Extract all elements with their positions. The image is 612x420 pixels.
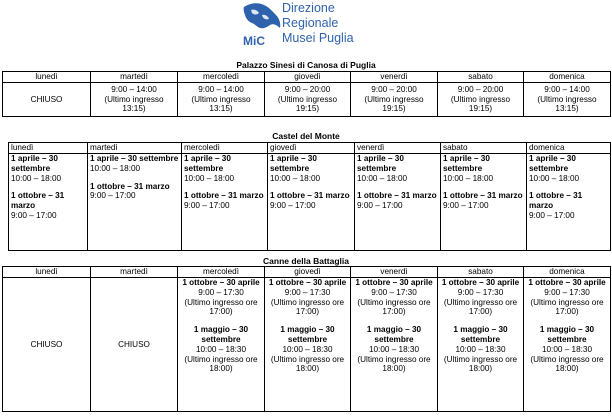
last-entry-2: (Ultimo ingresso ore 18:00) (357, 354, 431, 374)
table-header-row (9, 143, 611, 154)
day-header: domenica (527, 143, 611, 154)
hours-2: 10:00 – 18:30 (282, 344, 333, 354)
last-entry-1: (Ultimo ingresso ore 17:00) (530, 297, 604, 317)
summer-period: 1 aprile – 30 settembre (357, 154, 404, 173)
hours-text: 9:00 – 14:00 (111, 84, 157, 94)
last-entry-text: (Ultimo ingresso (191, 94, 251, 104)
winter-hours: 9:00 – 17:00 (443, 201, 489, 211)
section-title-palazzo-sinesi: Palazzo Sinesi di Canosa di Puglia (236, 60, 376, 70)
day-header: giovedì (265, 267, 351, 278)
winter-hours: 9:00 – 17:00 (270, 201, 316, 211)
puglia-map-icon (242, 1, 282, 35)
table-row (9, 154, 611, 251)
hours-cell (351, 83, 438, 117)
hours-cell (182, 154, 268, 251)
last-entry-time: 13:15) (122, 104, 146, 114)
hours-cell (527, 154, 611, 251)
table-row (3, 83, 611, 117)
summer-period: 1 aprile – 30 settembre (529, 154, 576, 173)
mic-logo-mark: MiC (243, 34, 265, 48)
winter-period: 1 ottobre – 31 marzo (184, 191, 264, 201)
hours-cell (178, 278, 265, 412)
day-header: martedì (88, 143, 182, 154)
last-entry-1: (Ultimo ingresso ore 17:00) (184, 297, 258, 317)
last-entry-text: (Ultimo ingresso (104, 94, 164, 104)
day-header: giovedì (268, 143, 355, 154)
summer-period: 1 aprile – 30 settembre (11, 154, 58, 173)
hours-cell (91, 83, 178, 117)
winter-period: 1 ottobre – 31 marzo (270, 191, 350, 201)
hours-2: 10:00 – 18:30 (368, 344, 420, 354)
schedule-table-canne-della-battaglia (2, 266, 611, 412)
logo (242, 1, 380, 49)
last-entry-1: (Ultimo ingresso ore 17:00) (270, 297, 345, 317)
section-title-castel-del-monte: Castel del Monte (272, 131, 340, 141)
table-row (3, 278, 611, 412)
hours-1: 9:00 – 17:30 (457, 287, 504, 297)
winter-period: 1 ottobre – 31 marzo (529, 191, 583, 211)
summer-hours: 10:00 – 18:00 (11, 173, 62, 183)
winter-hours: 9:00 – 17:00 (529, 210, 575, 220)
schedule-table-palazzo-sinesi (2, 71, 611, 117)
period-1: 1 ottobre – 30 aprile (355, 278, 433, 287)
hours-cell (88, 154, 182, 251)
section-title-canne-della-battaglia: Canne della Battaglia (263, 256, 349, 266)
period-2: 1 maggio – 30 settembre (453, 325, 508, 344)
winter-hours: 9:00 – 17:00 (184, 201, 230, 211)
closed-cell: CHIUSO (91, 278, 178, 412)
last-entry-time: 13:15) (555, 104, 579, 114)
summer-hours: 10:00 – 18:00 (357, 173, 408, 183)
day-header: venerdì (351, 72, 438, 83)
winter-period: 1 ottobre – 31 marzo (11, 191, 65, 211)
last-entry-text: (Ultimo ingresso (537, 94, 597, 104)
summer-hours: 10:00 – 18:00 (90, 163, 141, 173)
summer-hours: 10:00 – 18:00 (443, 173, 494, 183)
day-header: martedì (91, 72, 178, 83)
day-header: mercoledì (178, 267, 265, 278)
last-entry-1: (Ultimo ingresso ore 17:00) (357, 297, 431, 317)
last-entry-time: 13:15) (209, 104, 233, 114)
day-header: domenica (524, 267, 611, 278)
day-header: mercoledì (178, 72, 265, 83)
hours-2: 10:00 – 18:30 (195, 344, 247, 354)
winter-hours: 9:00 – 17:00 (90, 191, 136, 201)
day-header: lunedì (3, 267, 91, 278)
hours-text: 9:00 – 20:00 (371, 84, 417, 94)
hours-cell (441, 154, 527, 251)
summer-period: 1 aprile – 30 settembre (270, 154, 317, 173)
hours-cell (438, 278, 524, 412)
table-header-row (3, 72, 611, 83)
summer-period: 1 aprile – 30 settembre (184, 154, 231, 173)
day-header: sabato (441, 143, 527, 154)
hours-1: 9:00 – 17:30 (371, 287, 417, 297)
closed-cell: CHIUSO (3, 278, 91, 412)
day-header: martedì (91, 267, 178, 278)
hours-cell (9, 154, 88, 251)
hours-1: 9:00 – 17:30 (284, 287, 331, 297)
hours-1: 9:00 – 17:30 (544, 287, 590, 297)
hours-text: 9:00 – 14:00 (544, 84, 590, 94)
summer-hours: 10:00 – 18:00 (529, 173, 580, 183)
day-header: domenica (524, 72, 611, 83)
period-2: 1 maggio – 30 settembre (280, 325, 335, 344)
logo-line-2: Regionale (282, 16, 339, 30)
period-2: 1 maggio – 30 settembre (539, 325, 595, 344)
day-header: venerdì (351, 267, 438, 278)
hours-cell (524, 278, 611, 412)
winter-hours: 9:00 – 17:00 (11, 210, 57, 220)
hours-cell (265, 278, 351, 412)
last-entry-time: 19:15) (382, 104, 406, 114)
day-header: giovedì (265, 72, 351, 83)
logo-line-3: Musei Puglia (282, 31, 354, 45)
period-1: 1 ottobre – 30 aprile (182, 278, 260, 287)
last-entry-2: (Ultimo ingresso ore 18:00) (270, 354, 345, 374)
last-entry-text: (Ultimo ingresso (277, 94, 338, 104)
period-1: 1 ottobre – 30 aprile (528, 278, 606, 287)
winter-period: 1 ottobre – 31 marzo (443, 191, 523, 201)
last-entry-2: (Ultimo ingresso ore 18:00) (443, 354, 518, 374)
winter-hours: 9:00 – 17:00 (357, 201, 403, 211)
winter-period: 1 ottobre – 31 marzo (90, 181, 170, 191)
hours-cell (355, 154, 441, 251)
table-header-row (3, 267, 611, 278)
logo-line-1: Direzione (282, 1, 335, 15)
period-1: 1 ottobre – 30 aprile (268, 278, 347, 287)
hours-cell (178, 83, 265, 117)
day-header: lunedì (3, 72, 91, 83)
period-2: 1 maggio – 30 settembre (366, 325, 422, 344)
logo-text (282, 1, 354, 46)
hours-cell (351, 278, 438, 412)
hours-2: 10:00 – 18:30 (541, 344, 593, 354)
hours-cell (265, 83, 351, 117)
last-entry-2: (Ultimo ingresso ore 18:00) (530, 354, 604, 374)
day-header: sabato (438, 267, 524, 278)
hours-text: 9:00 – 20:00 (284, 84, 331, 94)
period-2: 1 maggio – 30 settembre (193, 325, 249, 344)
hours-1: 9:00 – 17:30 (198, 287, 244, 297)
summer-hours: 10:00 – 18:00 (270, 173, 321, 183)
last-entry-time: 19:15) (468, 104, 493, 114)
hours-cell (268, 154, 355, 251)
day-header: venerdì (355, 143, 441, 154)
day-header: lunedì (9, 143, 88, 154)
day-header: sabato (438, 72, 524, 83)
day-header: mercoledì (182, 143, 268, 154)
summer-hours: 10:00 – 18:00 (184, 173, 235, 183)
hours-2: 10:00 – 18:30 (455, 344, 506, 354)
last-entry-text: (Ultimo ingresso (450, 94, 511, 104)
winter-period: 1 ottobre – 31 marzo (357, 191, 437, 201)
last-entry-2: (Ultimo ingresso ore 18:00) (184, 354, 258, 374)
summer-period: 1 aprile – 30 settembre (443, 154, 490, 173)
schedule-table-castel-del-monte (8, 142, 611, 251)
period-1: 1 ottobre – 30 aprile (441, 278, 520, 287)
last-entry-text: (Ultimo ingresso (364, 94, 424, 104)
hours-cell (524, 83, 611, 117)
hours-cell (438, 83, 524, 117)
closed-cell: CHIUSO (3, 83, 91, 117)
last-entry-1: (Ultimo ingresso ore 17:00) (443, 297, 518, 317)
hours-text: 9:00 – 14:00 (198, 84, 244, 94)
hours-text: 9:00 – 20:00 (457, 84, 504, 94)
summer-period: 1 aprile – 30 settembre (90, 154, 179, 163)
last-entry-time: 19:15) (295, 104, 320, 114)
